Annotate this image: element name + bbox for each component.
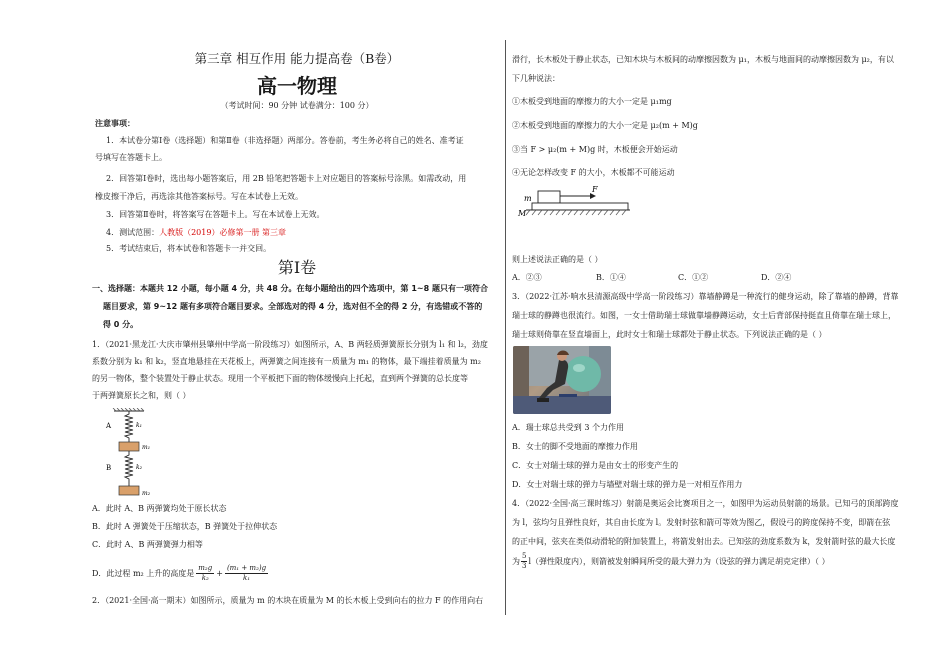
notice-1b: 号填写在答题卡上。 xyxy=(95,153,167,162)
q2-option-b: B．①④ xyxy=(596,273,626,282)
q1-line-4: 于两弹簧原长之和，则（ ） xyxy=(92,391,191,400)
test-scope: 人教版（2019）必修第一册 第三章 xyxy=(159,228,286,237)
q3-option-a: A．瑞士球总共受到 3 个力作用 xyxy=(512,423,624,432)
q4-line-1: 4．（2022·全国·高三课时练习）射箭是奥运会比赛项目之一，如图甲为运动员射箭的场景。已知弓的顶部跨度 xyxy=(512,499,899,508)
photo-illustration xyxy=(513,346,611,414)
column-divider xyxy=(505,40,506,615)
instructions-3: 得 0 分。 xyxy=(103,320,139,329)
q1-option-a: A．此时 A、B 两弹簧均处于原长状态 xyxy=(92,504,227,513)
q1-option-d-text: D．此过程 m₂ 上升的高度是 xyxy=(92,568,195,578)
q4-line-4 xyxy=(512,552,830,571)
q2-option-c: C．①② xyxy=(678,273,709,282)
mass-m2 xyxy=(119,486,139,495)
ground-hatch xyxy=(526,210,626,215)
block-m xyxy=(538,191,560,203)
q4-line-3: 的正中间，弦夹在类似动滑轮的附加装置上，将箭发射出去。已知弦的劲度系数为 k，发射箭时弦的最大长度 xyxy=(512,537,896,546)
q1-option-c: C．此时 A、B 两弹簧弹力相等 xyxy=(92,540,203,549)
swiss-ball xyxy=(565,356,601,392)
notice-title: 注意事项： xyxy=(95,119,135,128)
mass-m1 xyxy=(119,442,139,451)
label-k1: k₁ xyxy=(136,422,143,429)
exam-info: （考试时间：90 分钟 试卷满分：100 分） xyxy=(220,101,374,110)
subject-title: 高一物理 xyxy=(257,74,337,98)
instructions-1: 一、选择题：本题共 12 小题，每小题 4 分，共 48 分。在每小题给出的四个选项中，第 1~8 题只有一项符合 xyxy=(92,284,488,293)
notice-2b: 橡皮擦干净后，再选涂其他答案标号。写在本试卷上无效。 xyxy=(95,192,303,201)
q3-line-3: 瑞士球则倚靠在竖直墙面上，此时女士和瑞士球都处于静止状态。下列说法正确的是（ ） xyxy=(512,330,827,339)
q4-last-suffix: l（弹性限度内），则箭被发射瞬间所受的最大弹力为（设弦的弹力满足胡克定律）（ ） xyxy=(528,556,830,566)
notice-4 xyxy=(106,226,286,240)
label-f: F xyxy=(592,185,598,194)
q2-line-2: 滑行，长木板处于静止状态，已知木块与木板间的动摩擦因数为 μ₁，木板与地面间的动摩擦因数为 μ₂，有以 xyxy=(512,55,894,64)
q1-spring-figure xyxy=(102,408,162,500)
label-m-big: M xyxy=(518,209,527,218)
notice-3: 3．回答第Ⅱ卷时，将答案写在答题卡上。写在本试卷上无效。 xyxy=(106,210,325,219)
fraction-2 xyxy=(225,564,268,583)
q3-option-b: B．女士的脚不受地面的摩擦力作用 xyxy=(512,442,638,451)
q1-line-2: 系数分别为 k₁ 和 k₂，竖直地悬挂在天花板上，两弹簧之间连接有一质量为 m₁ 的物体，最下端挂着质量为 m₂ xyxy=(92,357,481,366)
q1-line-1: 1．（2021·黑龙江·大庆市肇州县肇州中学高一阶段练习）如图所示，A、B 两轻质弹簧原长分别为 l₁ 和 l₂，劲度 xyxy=(92,340,488,349)
q2-statement-1: ①木板受到地面的摩擦力的大小一定是 μ₁mg xyxy=(512,97,672,106)
q2-statement-3: ③当 F > μ₂(m + M)g 时，木板便会开始运动 xyxy=(512,145,678,154)
notice-5: 5．考试结束后，将本试卷和答题卡一并交回。 xyxy=(106,244,272,253)
left-column xyxy=(92,0,502,672)
board-M xyxy=(532,203,628,210)
exam-header: 第三章 相互作用 能力提高卷（B卷） xyxy=(194,51,400,66)
spring-b xyxy=(125,451,133,486)
q2-question: 则上述说法正确的是（ ） xyxy=(512,255,603,264)
fraction-1-num: m₂g xyxy=(198,564,213,572)
fraction-5-3 xyxy=(521,552,527,571)
q1-option-b: B．此时 A 弹簧处于压缩状态，B 弹簧处于拉伸状态 xyxy=(92,522,278,531)
q1-option-d xyxy=(92,564,268,583)
section-title: 第Ⅰ卷 xyxy=(277,258,317,277)
q4-last-prefix: 为 xyxy=(512,556,520,566)
label-m1: m₁ xyxy=(142,444,151,451)
q2-option-a: A．②③ xyxy=(512,273,542,282)
label-k2: k₂ xyxy=(136,464,143,471)
q2-statement-4: ④无论怎样改变 F 的大小，木板都不可能运动 xyxy=(512,168,675,177)
instructions-2: 题目要求，第 9~12 题有多项符合题目要求。全部选对的得 4 分，选对但不全的得 2 分，有选错或不答的 xyxy=(103,302,483,311)
q1-line-3: 的另一物体，整个装置处于静止状态。现用一个平板把下面的物体缓慢向上托起，直到两个弹簧的总长度等 xyxy=(92,374,468,383)
q3-option-d: D．女士对瑞士球的弹力与墙壁对瑞士球的弹力是一对相互作用力 xyxy=(512,480,743,489)
label-m2: m₂ xyxy=(142,490,151,497)
q3-line-2: 瑞士球的静蹲也很流行。如图，一女士借助瑞士球做靠墙静蹲运动，女士后背部保持挺直且倚靠在瑞士球上， xyxy=(512,311,896,320)
q3-option-c: C．女士对瑞士球的弹力是由女士的形变产生的 xyxy=(512,461,679,470)
plus-sign: + xyxy=(216,568,223,578)
right-column xyxy=(512,0,912,672)
q2-option-d: D．②④ xyxy=(761,273,792,282)
label-b: B xyxy=(106,464,112,472)
label-a: A xyxy=(106,422,112,430)
fraction-1 xyxy=(196,564,214,583)
label-m-small: m xyxy=(524,194,532,203)
q3-line-1: 3．（2022·江苏·响水县清源高级中学高一阶段练习）靠墙静蹲是一种流行的健身运动，除了靠墙的静蹲，背靠 xyxy=(512,292,899,301)
swiss-ball-photo xyxy=(513,346,611,414)
fraction-5-3-den: 3 xyxy=(522,562,527,570)
q2-statement-2: ②木板受到地面的摩擦力的大小一定是 μ₂(m + M)g xyxy=(512,121,698,130)
notice-4-label: 4．测试范围： xyxy=(106,228,160,237)
spring-a xyxy=(125,411,133,442)
fraction-1-den: k₂ xyxy=(201,574,209,582)
q2-line-1: 2．（2021·全国·高一期末）如图所示，质量为 m 的木块在质量为 M 的长木板上受到向右的拉力 F 的作用向右 xyxy=(92,596,484,605)
fraction-2-den: k₁ xyxy=(242,574,251,582)
q2-line-3: 下几种说法： xyxy=(512,74,560,83)
q4-line-2: 为 l，弦均匀且弹性良好，其自由长度为 l。发射时弦和箭可等效为图乙，假设弓的跨度保持不变，即箭在弦 xyxy=(512,518,891,527)
notice-2a: 2．回答第Ⅰ卷时，选出每小题答案后，用 2B 铅笔把答题卡上对应题目的答案标号涂黑。如需改动，用 xyxy=(106,174,467,183)
fraction-2-num: (m₁ + m₂)g xyxy=(226,564,267,572)
fraction-5-3-num: 5 xyxy=(522,552,527,560)
q2-board-figure xyxy=(514,183,634,225)
notice-1a: 1．本试卷分第Ⅰ卷（选择题）和第Ⅱ卷（非选择题）两部分。答卷前，考生务必将自己的姓名、准考证 xyxy=(106,136,464,145)
